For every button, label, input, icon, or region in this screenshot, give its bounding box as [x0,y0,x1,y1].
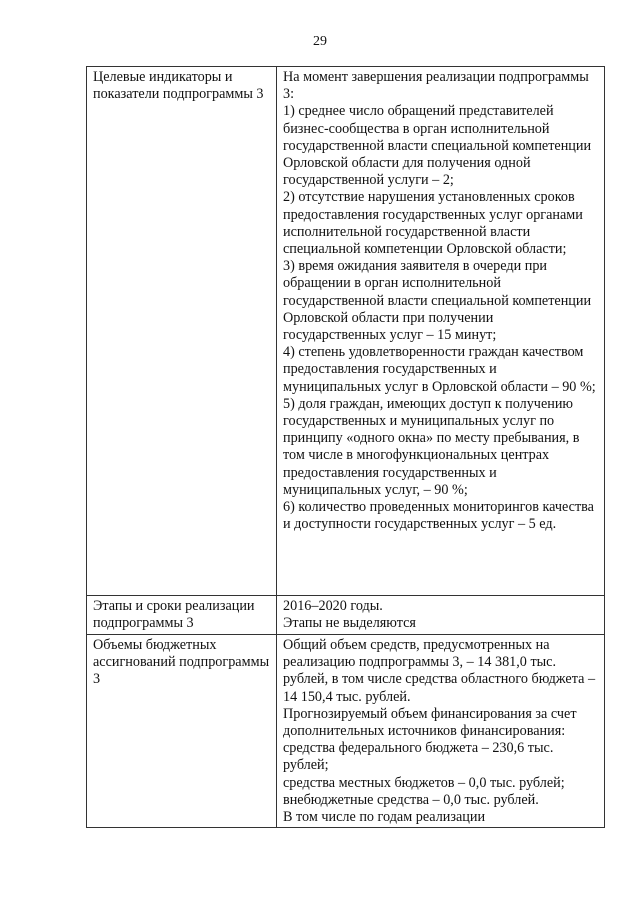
row-label: Объемы бюджетных ассигнований подпрограммы 3 [93,637,270,688]
table-row-indicators [87,67,605,596]
row-label: Этапы и сроки реализации подпрограммы 3 [93,598,255,632]
content-line: внебюджетные средства – 0,0 тыс. рублей. [283,791,539,808]
row-label-cell [87,596,277,635]
content-line: В том числе по годам реализации [283,809,486,826]
row-content-cell [277,67,605,596]
content-line: 4) степень удовлетворенности граждан качеством предоставления государственных и муниципальных услуг в Орловской области – 90 %; [283,344,596,395]
content-line: 5) доля граждан, имеющих доступ к получению государственных и муниципальных услуг по принципу «одного окна» по месту пребывания, в том числе в многофункциональных центрах предоставления государственных и муниципальных услуг, – 90 %; [283,395,580,498]
content-line: Прогнозируемый объем финансирования за счет дополнительных источников финансирования: [283,705,577,740]
table-row-stages [87,596,605,635]
row-label-cell [87,67,277,596]
content-line: 6) количество проведенных мониторингов качества и доступности государственных услуг – 5 ед. [283,499,594,533]
content-line: 2) отсутствие нарушения установленных сроков предоставления государственных услуг органами исполнительной государственной власти специальной компетенции Орловской области; [283,189,583,258]
content-line: средства федерального бюджета – 230,6 тыс. рублей; [283,740,554,774]
row-label: Целевые индикаторы и показатели подпрограммы 3 [93,69,264,103]
content-line: 1) среднее число обращений представителей бизнес-сообщества в орган исполнительной государственной власти специальной компетенции Орловской области для получения одной государственной услуги – 2; [283,103,592,189]
page-number: 29 [313,34,327,49]
content-line: Общий объем средств, предусмотренных на реализацию подпрограммы 3, – 14 381,0 тыс. рублей, в том числе средства областного бюджета –14 150,4 тыс. рублей. [283,637,596,705]
passport-table [86,66,605,828]
content-line: На момент завершения реализации подпрограммы 3: [283,69,589,103]
content-line: 2016–2020 годы. [283,598,383,614]
row-content-cell [277,635,605,828]
content-line: средства местных бюджетов – 0,0 тыс. рублей; [283,774,565,791]
content-line: 3) время ожидания заявителя в очереди при обращении в орган исполнительной государственной власти специальной компетенции Орловской области при получении государственных услуг – 15 минут; [283,258,592,344]
row-content-cell [277,596,605,635]
content-line: Этапы не выделяются [283,615,416,632]
row-label-cell [87,635,277,828]
table-row-budget [87,635,605,828]
